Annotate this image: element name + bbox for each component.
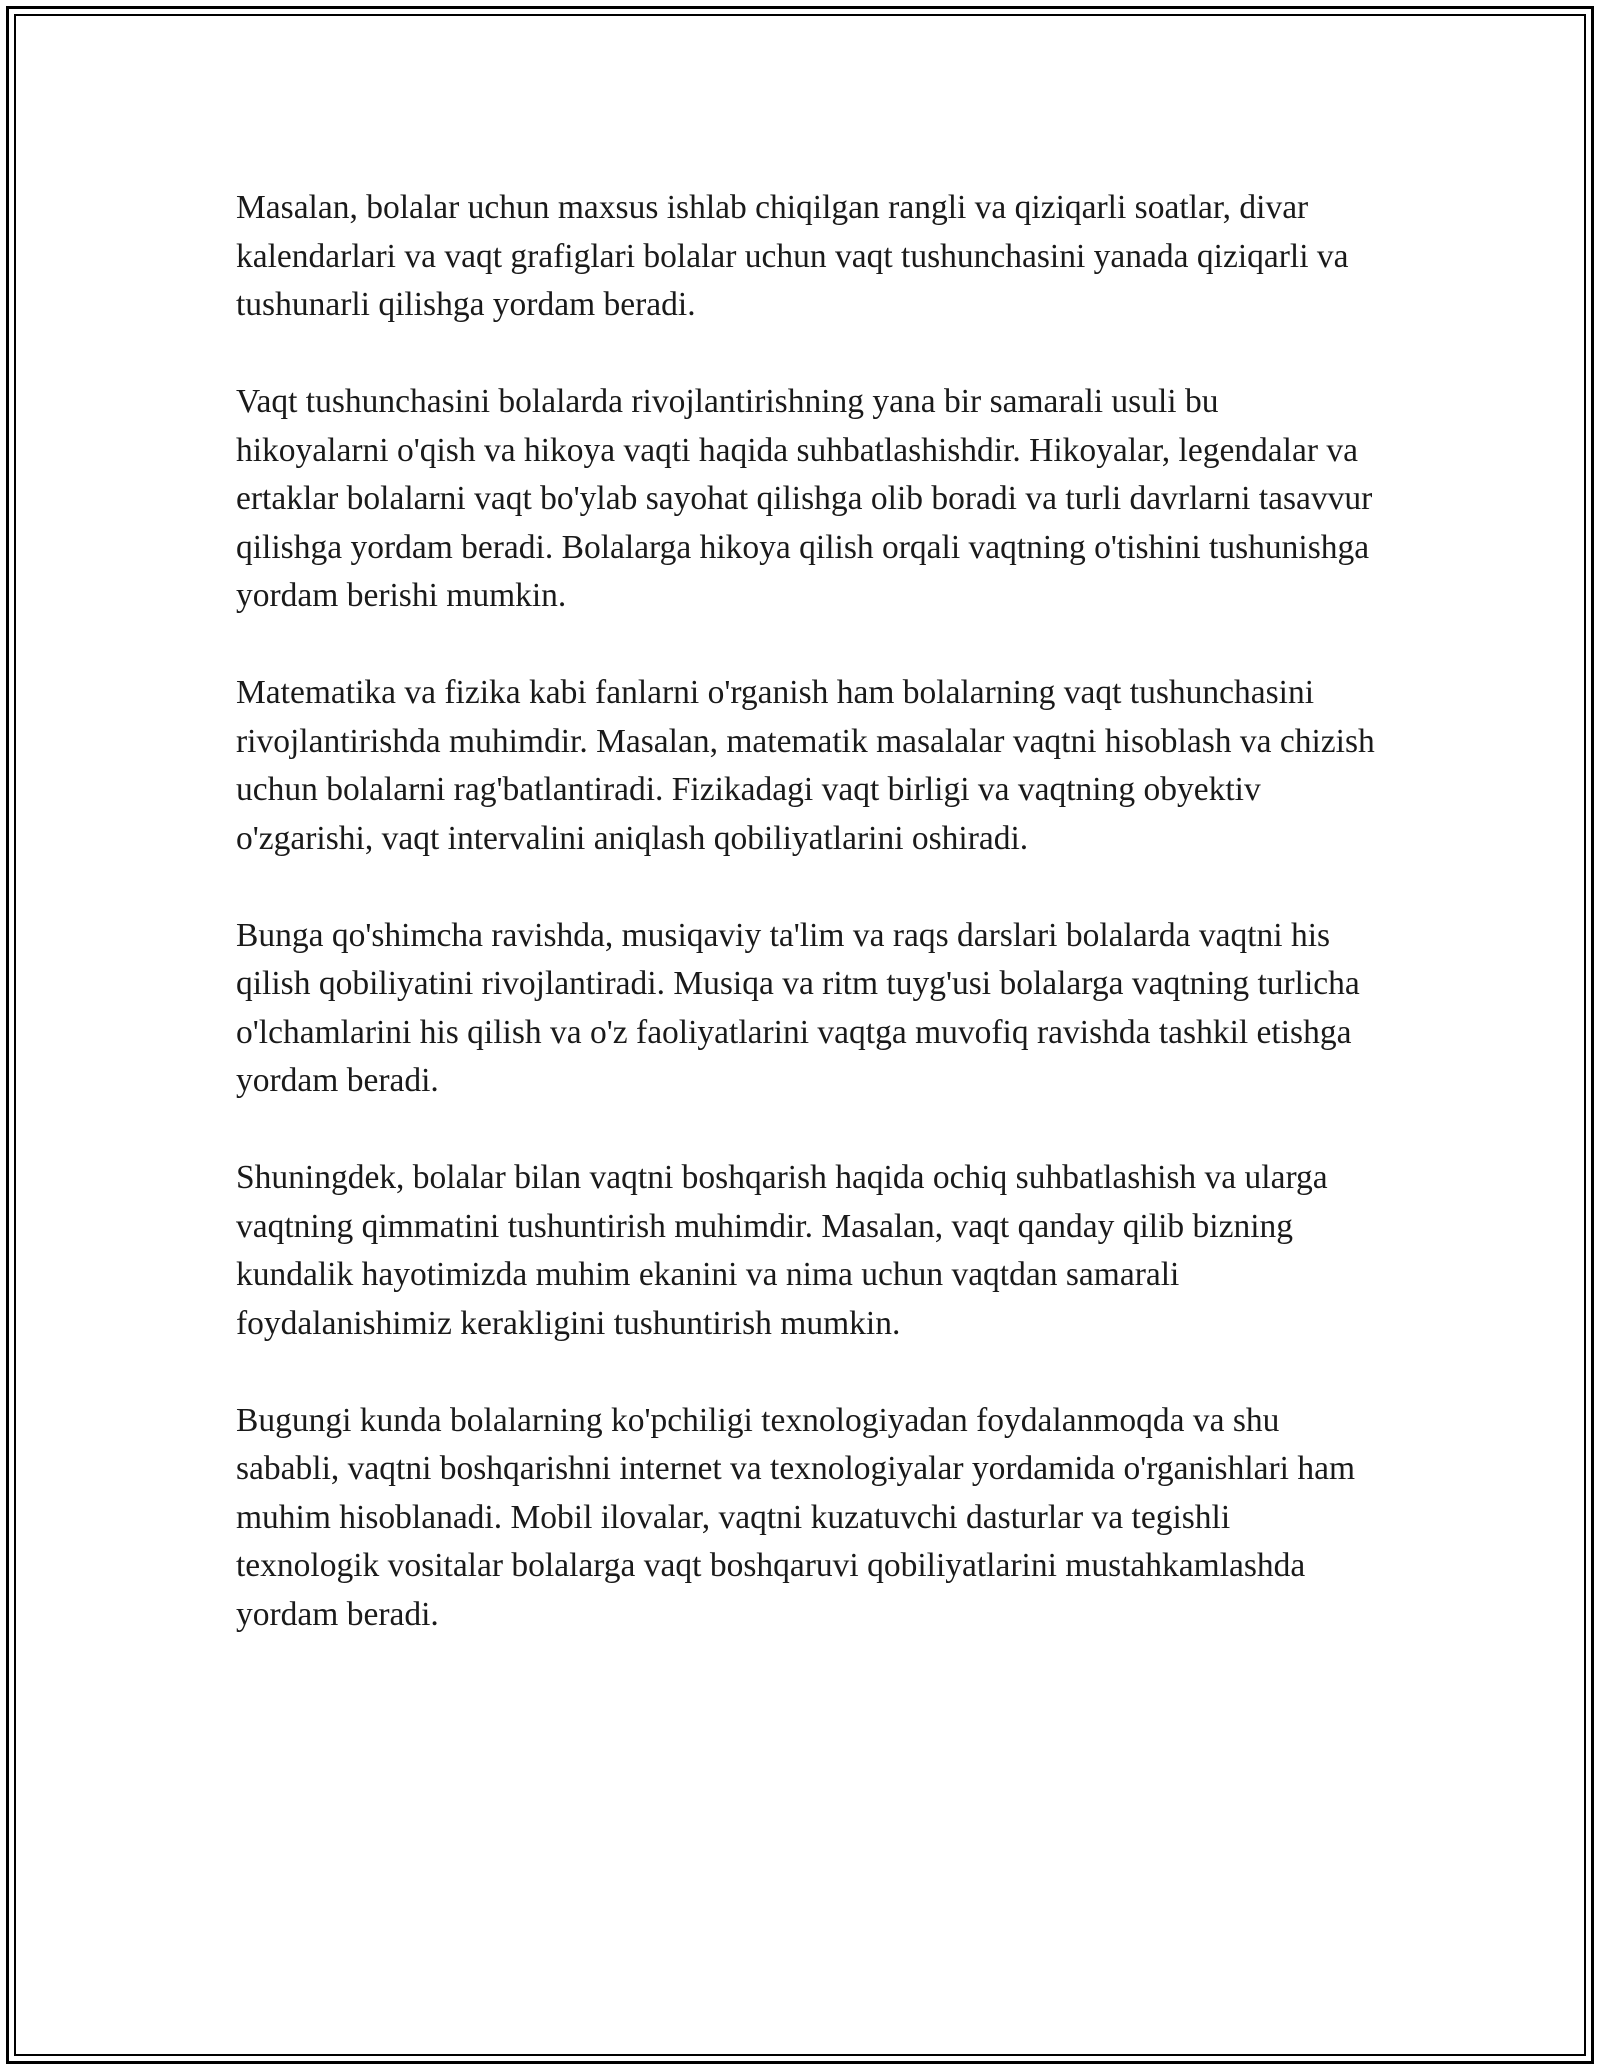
paragraph-2: Vaqt tushunchasini bolalarda rivojlantirishning yana bir samarali usuli bu hikoyalarni o'qish va hikoya vaqti haqida suhbatlashishdir. Hikoyalar, legendalar va ertaklar bolalarni vaqt bo'ylab sayohat qilishga olib boradi va turli davrlarni tasavvur qilishga yordam beradi. Bolalarga hikoya qilish orqali vaqtning o'tishini tushunishga yordam berishi mumkin.	[236, 383, 1373, 614]
paragraph-3: Matematika va fizika kabi fanlarni o'rganish ham bolalarning vaqt tushunchasini rivojlantirishda muhimdir. Masalan, matematik masalalar vaqtni hisoblash va chizish uchun bolalarni rag'batlantiradi. Fizikadagi vaqt birligi va vaqtning obyektiv o'zgarishi, vaqt intervalini aniqlash qobiliyatlarini oshiradi.	[236, 674, 1375, 857]
paragraph-4: Bunga qo'shimcha ravishda, musiqaviy ta'lim va raqs darslari bolalarda vaqtni his qilish qobiliyatini rivojlantiradi. Musiqa va ritm tuyg'usi bolalarga vaqtning turlicha o'lchamlarini his qilish va o'z faoliyatlarini vaqtga muvofiq ravishda tashkil etishga yordam beradi.	[236, 916, 1360, 1099]
document-body	[236, 184, 1376, 1639]
paragraph-6: Bugungi kunda bolalarning ko'pchiligi texnologiyadan foydalanmoqda va shu sababli, vaqtni boshqarishni internet va texnologiyalar yordamida o'rganishlari ham muhim hisoblanadi. Mobil ilovalar, vaqtni kuzatuvchi dasturlar va tegishli texnologik vositalar bolalarga vaqt boshqaruvi qobiliyatlarini mustahkamlashda yordam beradi.	[236, 1401, 1356, 1633]
paragraph-1: Masalan, bolalar uchun maxsus ishlab chiqilgan rangli va qiziqarli soatlar, divar kalendarlari va vaqt grafiglari bolalar uchun vaqt tushunchasini yanada qiziqarli va tushunarli qilishga yordam beradi.	[236, 189, 1349, 323]
paragraph-5: Shuningdek, bolalar bilan vaqtni boshqarish haqida ochiq suhbatlashish va ularga vaqtning qimmatini tushuntirish muhimdir. Masalan, vaqt qanday qilib bizning kundalik hayotimizda muhim ekanini va nima uchun vaqtdan samarali foydalanishimiz kerakligini tushuntirish mumkin.	[236, 1159, 1328, 1342]
